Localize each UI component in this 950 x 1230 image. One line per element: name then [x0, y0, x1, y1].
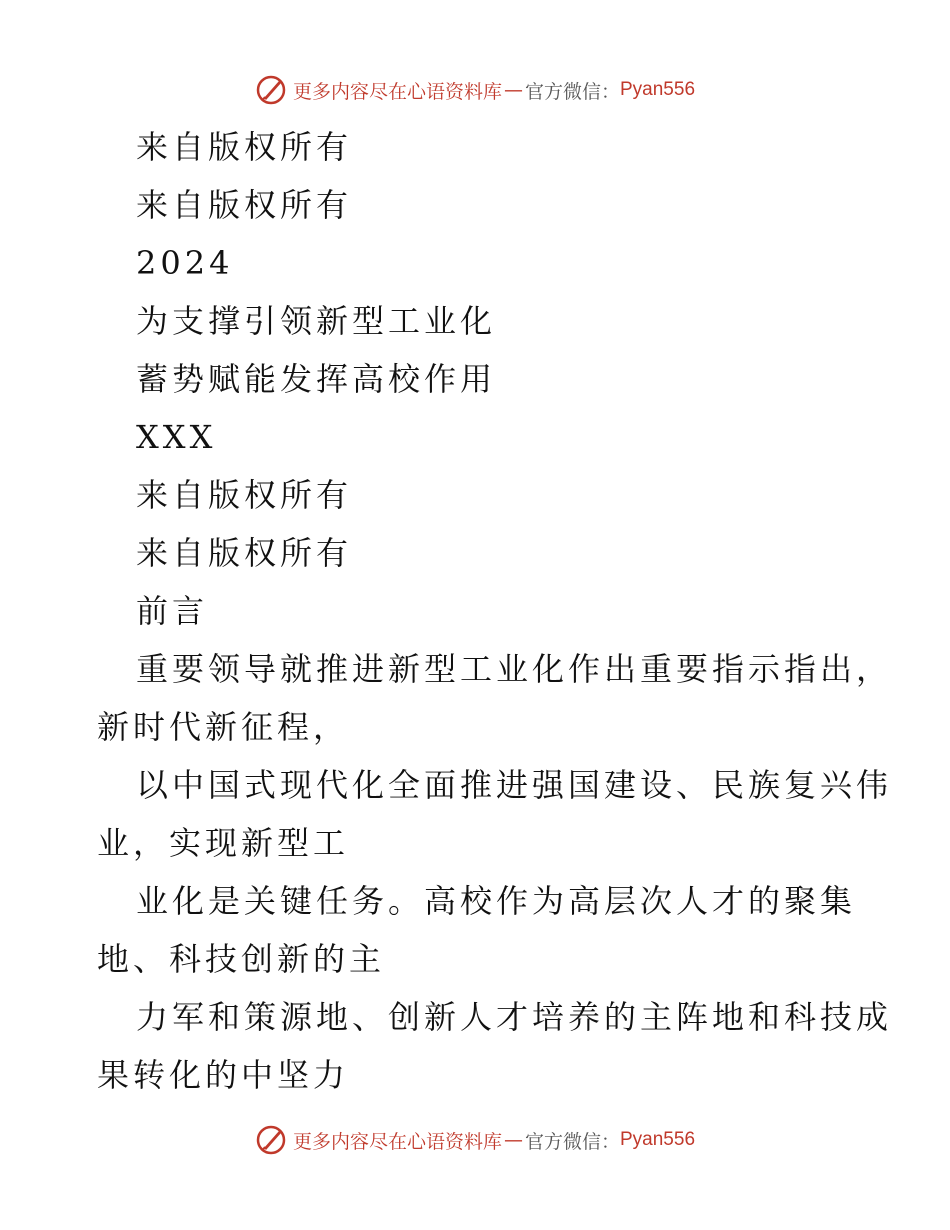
title-line: 为支撑引领新型工业化 — [136, 302, 497, 340]
bottom-watermark-banner — [0, 1120, 950, 1160]
watermark-wechat-label: 官方微信： — [524, 1130, 620, 1153]
paragraph-line: 业，实现新型工 — [97, 824, 350, 862]
paragraph-line: 果转化的中坚力 — [97, 1056, 350, 1094]
watermark-main-text: 更多内容尽在心语资料库 — [292, 1130, 502, 1153]
section-heading: 前言 — [136, 592, 209, 630]
author-line: XXX — [136, 418, 217, 456]
paragraph-line: 地、科技创新的主 — [97, 940, 386, 978]
paragraph-line: 重要领导就推进新型工业化作出重要指示指出， — [136, 650, 893, 688]
paragraph-line: 力军和策源地、创新人才培养的主阵地和科技成 — [136, 998, 893, 1036]
watermark-wechat-id: Pyan556 — [620, 1129, 696, 1150]
watermark-main-text: 更多内容尽在心语资料库 — [292, 80, 502, 103]
watermark-separator: — — [503, 1129, 523, 1151]
paragraph-line: 以中国式现代化全面推进强国建设、民族复兴伟 — [136, 766, 893, 804]
text-line: 来自版权所有 — [136, 128, 353, 166]
year-line: 2024 — [136, 244, 234, 282]
paragraph-line: 业化是关键任务。高校作为高层次人才的聚集 — [136, 882, 857, 920]
top-watermark-banner — [0, 70, 950, 110]
watermark-wechat-id: Pyan556 — [620, 79, 696, 100]
quill-pen-seal-icon — [255, 1124, 287, 1156]
text-line: 来自版权所有 — [136, 534, 353, 572]
paragraph-line: 新时代新征程， — [97, 708, 350, 746]
text-line: 来自版权所有 — [136, 186, 353, 224]
watermark-wechat-label: 官方微信： — [524, 80, 620, 103]
text-line: 来自版权所有 — [136, 476, 353, 514]
title-line: 蓄势赋能发挥高校作用 — [136, 360, 497, 398]
quill-pen-seal-icon — [255, 74, 287, 106]
watermark-separator: — — [503, 79, 523, 101]
